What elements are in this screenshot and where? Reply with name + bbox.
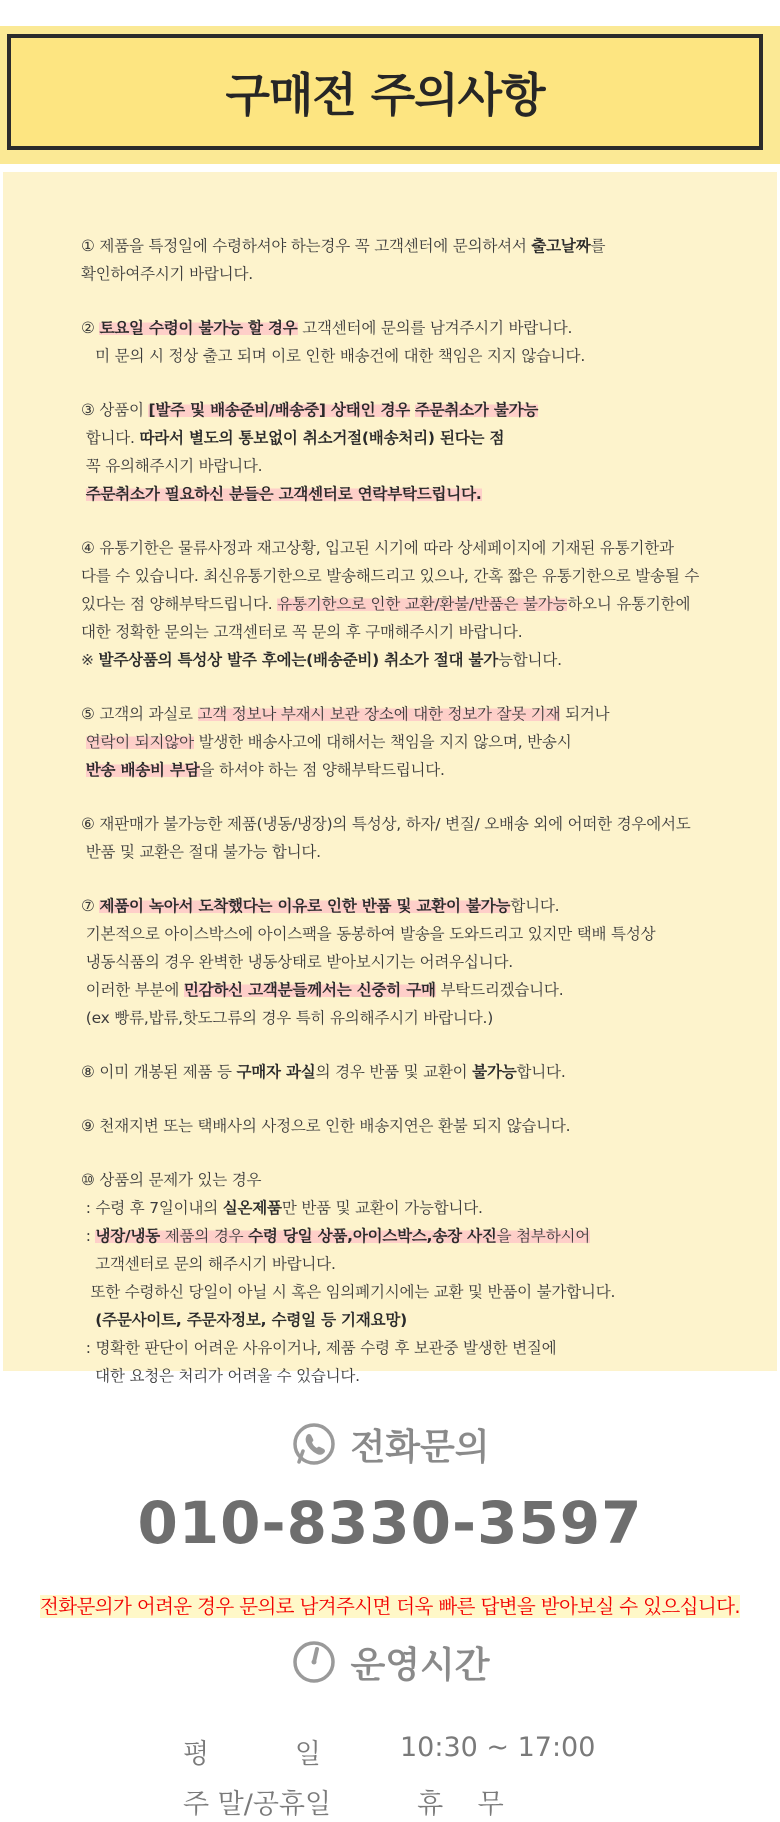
bold-text: 출고날짜 xyxy=(531,237,591,255)
highlighted-text: 주문취소가 불가능 xyxy=(414,401,539,419)
hours-key: 주 말/공휴일 xyxy=(183,1789,332,1820)
highlighted-text: 유통기한으로 인한 교환/환불/반품은 불가능 xyxy=(277,595,568,613)
notice-line xyxy=(81,948,747,976)
notice-item xyxy=(81,396,747,508)
notice-item xyxy=(81,810,747,866)
hours-key: 평 일 xyxy=(183,1739,321,1770)
notice-item xyxy=(81,1166,747,1390)
notice-text: 부탁드리겠습니다. xyxy=(435,981,564,999)
notice-line xyxy=(81,1112,747,1140)
notice-text: 있다는 점 양해부탁드립니다. xyxy=(81,595,278,613)
notice-line xyxy=(81,562,747,590)
notice-text: 대한 정확한 문의는 고객센터로 꼭 문의 후 구매해주시기 바랍니다. xyxy=(81,623,523,641)
notice-text: 확인하여주시기 바랍니다. xyxy=(81,265,253,283)
notice-text: 고객센터에 문의를 남겨주시기 바랍니다. xyxy=(297,319,573,337)
notice-line xyxy=(81,232,747,260)
highlighted-text: 반송 배송비 부담 xyxy=(85,761,200,779)
notice-text xyxy=(81,1311,95,1329)
highlighted-text: 제품이 녹아서 도착했다는 이유로 인한 반품 및 교환이 불가능 xyxy=(99,897,511,915)
hours-value: 10:30 ~ 17:00 xyxy=(400,1732,596,1763)
highlighted-text: [발주 및 배송준비/배송중] 상태인 경우 xyxy=(148,401,411,419)
hours-value: 휴 무 xyxy=(400,1789,504,1820)
contact-section xyxy=(0,1371,780,1820)
hours-row-weekday xyxy=(0,1732,780,1772)
notice-line xyxy=(81,590,747,618)
notice-text: 반품 및 교환은 절대 불가능 합니다. xyxy=(81,843,321,861)
hours-row-weekend xyxy=(0,1782,780,1822)
notice-line xyxy=(81,700,747,728)
notice-text: 능합니다. xyxy=(498,651,562,669)
notice-line xyxy=(81,892,747,920)
notice-text: 합니다. xyxy=(516,1063,566,1081)
title-box xyxy=(7,34,763,150)
highlighted-text: 연락이 되지않아 xyxy=(85,733,194,751)
notice-line xyxy=(81,424,747,452)
notice-text: 을 하셔야 하는 점 양해부탁드립니다. xyxy=(199,761,445,779)
phone-label: 전화문의 xyxy=(350,1426,490,1468)
highlighted-text: 민감하신 고객분들께서는 신중히 구매 xyxy=(183,981,436,999)
notice-item xyxy=(81,1112,747,1140)
notice-text: ③ 상품이 xyxy=(81,401,149,419)
notice-text: ⑤ 고객의 과실로 xyxy=(81,705,198,723)
notice-text: 기본적으로 아이스박스에 아이스팩을 동봉하여 발송을 도와드리고 있지만 택배 특성상 xyxy=(81,925,656,943)
highlighted-text: 냉장/냉동 xyxy=(95,1227,161,1245)
notice-text: ⑦ xyxy=(81,897,100,915)
notice-text: : xyxy=(81,1227,96,1245)
page-title: 구매전 주의사항 xyxy=(225,68,545,122)
notice-line xyxy=(81,618,747,646)
notice-line xyxy=(81,534,747,562)
phone-icon xyxy=(290,1420,338,1468)
notice-line xyxy=(81,1166,747,1194)
highlighted-text: 제품의 경우 xyxy=(160,1227,249,1245)
notice-text: ⑨ 천재지변 또는 택배사의 사정으로 인한 배송지연은 환불 되지 않습니다. xyxy=(81,1117,571,1135)
bold-text: 실온제품 xyxy=(222,1199,282,1217)
notice-text: 또한 수령하신 당일이 아닐 시 혹은 임의폐기시에는 교환 및 반품이 불가합니다. xyxy=(81,1283,616,1301)
notice-text: ⑩ 상품의 문제가 있는 경우 xyxy=(81,1171,262,1189)
notice-line xyxy=(81,314,747,342)
notice-line xyxy=(81,1222,747,1250)
notice-text: 만 반품 및 교환이 가능합니다. xyxy=(281,1199,483,1217)
notice-text: ⑧ 이미 개봉된 제품 등 xyxy=(81,1063,237,1081)
bold-text: 발주상품의 특성상 발주 후에는(배송준비) 취소가 절대 불가 xyxy=(98,651,499,669)
bold-text: 불가능 xyxy=(472,1063,517,1081)
highlighted-text: 토요일 수령이 불가능 할 경우 xyxy=(99,319,298,337)
notice-text: 를 xyxy=(590,237,606,255)
notice-text: ① 제품을 특정일에 수령하셔야 하는경우 꼭 고객센터에 문의하셔서 xyxy=(81,237,532,255)
notice-text: 의 경우 반품 및 교환이 xyxy=(315,1063,473,1081)
notice-line xyxy=(81,838,747,866)
notice-text: 대한 요청은 처리가 어려울 수 있습니다. xyxy=(81,1367,360,1385)
bold-text: (주문사이트, 주문자정보, 수령일 등 기재요망) xyxy=(95,1311,408,1329)
notice-item xyxy=(81,1058,747,1086)
notice-line xyxy=(81,1278,747,1306)
notice-item xyxy=(81,232,747,288)
notice-text: 합니다. xyxy=(510,897,560,915)
notice-line xyxy=(81,260,747,288)
notice-text: ※ xyxy=(81,651,99,669)
notice-line xyxy=(81,1004,747,1032)
notice-item xyxy=(81,700,747,784)
notice-item xyxy=(81,314,747,370)
notice-panel xyxy=(3,172,777,1385)
notice-text: ④ 유통기한은 물류사정과 재고상황, 입고된 시기에 따라 상세페이지에 기재된 유통기한과 xyxy=(81,539,674,557)
notice-line xyxy=(81,756,747,784)
notice-line xyxy=(81,920,747,948)
notice-text: 하오니 유통기한에 xyxy=(567,595,691,613)
notice-item xyxy=(81,534,747,674)
notice-text: 발생한 배송사고에 대해서는 책임을 지지 않으며, 반송시 xyxy=(193,733,572,751)
hours-header xyxy=(0,1634,780,1690)
notice-line xyxy=(81,480,747,508)
notice-text: 미 문의 시 정상 출고 되며 이로 인한 배송건에 대한 책임은 지지 않습니다. xyxy=(81,347,586,365)
phone-number[interactable]: 010-8330-3597 xyxy=(137,1489,643,1557)
notice-text: : 수령 후 7일이내의 xyxy=(81,1199,223,1217)
bold-text: 구매자 과실 xyxy=(236,1063,316,1081)
notice-line xyxy=(81,342,747,370)
notice-text: 냉동식품의 경우 완벽한 냉동상태로 받아보시기는 어려우십니다. xyxy=(81,953,513,971)
notice-line xyxy=(81,976,747,1004)
notice-line xyxy=(81,810,747,838)
notice-line xyxy=(81,728,747,756)
highlighted-text: 고객 정보나 부재시 보관 장소에 대한 정보가 잘못 기재 xyxy=(197,705,561,723)
notice-line xyxy=(81,396,747,424)
clock-icon xyxy=(290,1638,338,1686)
notice-item xyxy=(81,892,747,1032)
notice-line xyxy=(81,1194,747,1222)
highlighted-text: 주문취소가 필요하신 분들은 고객센터로 연락부탁드립니다. xyxy=(85,485,482,503)
highlighted-text: 을 첨부하시어 xyxy=(496,1227,591,1245)
hours-label: 운영시간 xyxy=(350,1644,490,1686)
notice-line xyxy=(81,1306,747,1334)
phone-header xyxy=(0,1416,780,1472)
contact-notice-text: 전화문의가 어려운 경우 문의로 남겨주시면 더욱 빠른 답변을 받아보실 수 있으십니다. xyxy=(40,1595,740,1618)
notice-text: 되거나 xyxy=(560,705,610,723)
contact-notice xyxy=(0,1591,780,1619)
bold-text: 따라서 별도의 통보없이 취소거절(배송처리) 된다는 점 xyxy=(139,429,505,447)
notice-text: ⑥ 재판매가 불가능한 제품(냉동/냉장)의 특성상, 하자/ 변질/ 오배송 외에 어떠한 경우에서도 xyxy=(81,815,691,833)
notice-line xyxy=(81,452,747,480)
notice-text: 다를 수 있습니다. 최신유통기한으로 발송해드리고 있으나, 간혹 짧은 유통기한으로 발송될 수 xyxy=(81,567,700,585)
highlighted-text: 수령 당일 상품,아이스박스,송장 사진 xyxy=(248,1227,497,1245)
notice-text: (ex 빵류,밥류,핫도그류의 경우 특히 유의해주시기 바랍니다.) xyxy=(81,1009,494,1027)
notice-line xyxy=(81,1058,747,1086)
notice-text: 합니다. xyxy=(81,429,140,447)
notice-line xyxy=(81,646,747,674)
notice-text: ② xyxy=(81,319,100,337)
notice-text: 고객센터로 문의 해주시기 바랍니다. xyxy=(81,1255,336,1273)
notice-text: 꼭 유의해주시기 바랍니다. xyxy=(81,457,263,475)
notice-line xyxy=(81,1334,747,1362)
notice-line xyxy=(81,1250,747,1278)
notice-text: 이러한 부분에 xyxy=(81,981,184,999)
notice-text: : 명확한 판단이 어려운 사유이거나, 제품 수령 후 보관중 발생한 변질에 xyxy=(81,1339,557,1357)
